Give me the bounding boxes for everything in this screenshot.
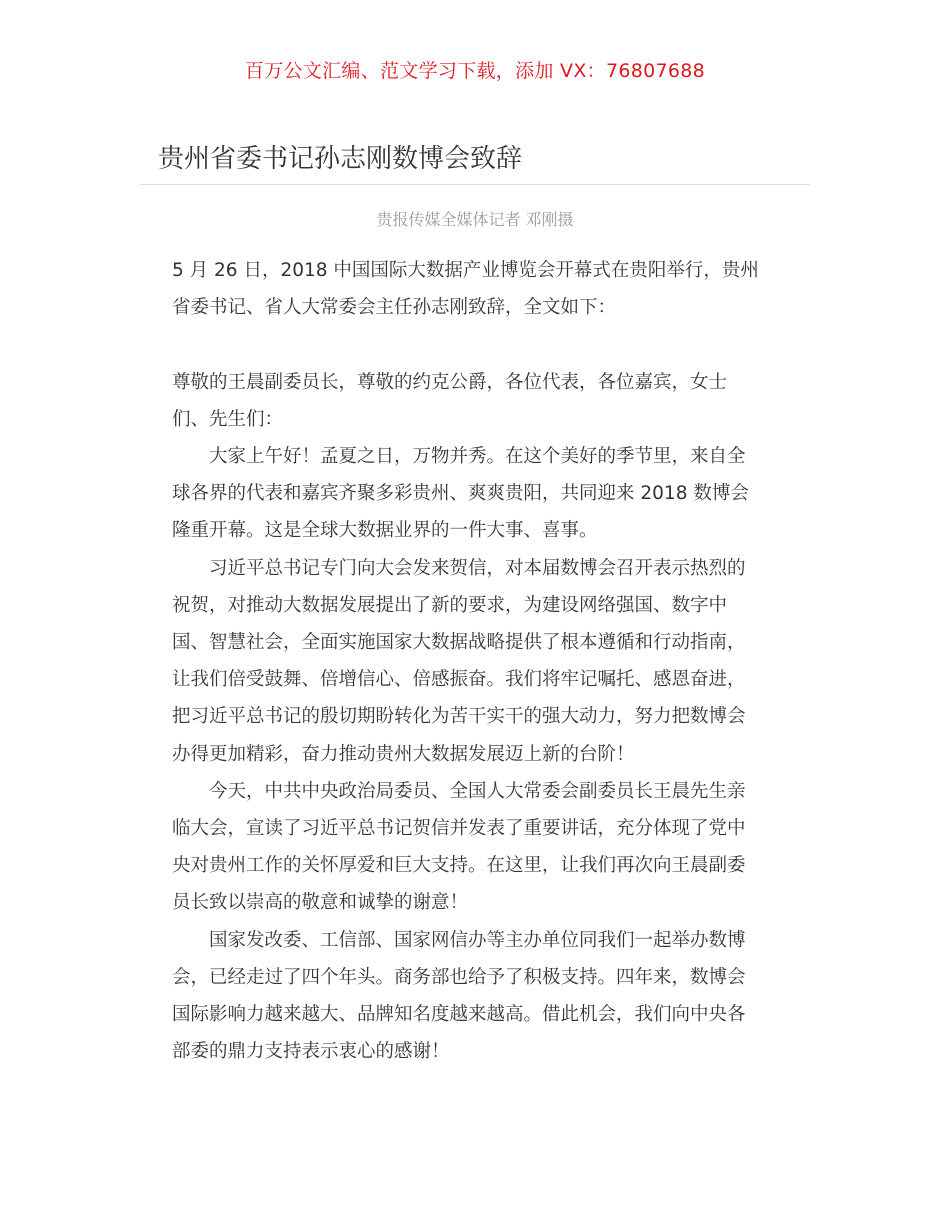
body-paragraph — [172, 922, 792, 1071]
text-line: 们、先生们： — [172, 408, 284, 430]
text-line: 今天，中共中央政治局委员、全国人大常委会副委员长王晨先生亲 — [209, 780, 746, 802]
text-line: 习近平总书记专门向大会发来贺信，对本届数博会召开表示热烈的 — [209, 557, 746, 579]
text-line: 隆重开幕。这是全球大数据业界的一件大事、喜事。 — [172, 520, 598, 542]
title-divider — [140, 184, 810, 185]
text-line: 部委的鼎力支持表示衷心的感谢！ — [172, 1041, 450, 1063]
text-line: 国际影响力越来越大、品牌知名度越来越高。借此机会，我们向中央各 — [172, 1004, 746, 1026]
article-title: 贵州省委书记孙志刚数博会致辞 — [158, 144, 523, 174]
text-line: 大家上午好！孟夏之日，万物并秀。在这个美好的季节里，来自全 — [209, 446, 746, 467]
text-line: 让我们倍受鼓舞、倍增信心、倍感振奋。我们将牢记嘱托、感恩奋进， — [172, 669, 746, 691]
text-line: 国家发改委、工信部、国家网信办等主办单位同我们一起举办数博 — [209, 929, 746, 951]
text-line: 临大会，宣读了习近平总书记贺信并发表了重要讲话，充分体现了党中 — [172, 818, 746, 840]
body-paragraph — [172, 438, 792, 550]
text-line: 球各界的代表和嘉宾齐聚多彩贵州、爽爽贵阳，共同迎来 2018 数博会 — [172, 483, 749, 505]
blank-line — [172, 326, 792, 363]
body-paragraph — [172, 550, 792, 773]
text-line: 央对贵州工作的关怀厚爱和巨大支持。在这里，让我们再次向王晨副委 — [172, 855, 746, 877]
body-paragraph — [172, 773, 792, 922]
text-line: 省委书记、省人大常委会主任孙志刚致辞，全文如下： — [172, 297, 617, 319]
text-line: 员长致以崇高的敬意和诚挚的谢意！ — [172, 892, 469, 914]
download-banner: 百万公文汇编、范文学习下载，添加 VX：76807688 — [244, 60, 706, 82]
text-line: 把习近平总书记的殷切期盼转化为苦干实干的强大动力，努力把数博会 — [172, 706, 746, 728]
text-line: 国、智慧社会，全面实施国家大数据战略提供了根本遵循和行动指南， — [172, 632, 746, 654]
text-line: 祝贺，对推动大数据发展提出了新的要求，为建设网络强国、数字中 — [172, 594, 728, 616]
photo-credit: 贵报传媒全媒体记者 邓刚摄 — [376, 210, 574, 229]
intro-paragraph — [172, 252, 792, 326]
text-line: 办得更加精彩，奋力推动贵州大数据发展迈上新的台阶！ — [172, 743, 635, 765]
salutation-paragraph — [172, 364, 792, 438]
text-line: 尊敬的王晨副委员长，尊敬的约克公爵，各位代表，各位嘉宾，女士 — [172, 371, 728, 393]
text-line: 5 月 26 日，2018 中国国际大数据产业博览会开幕式在贵阳举行，贵州 — [172, 260, 759, 281]
text-line: 会，已经走过了四个年头。商务部也给予了积极支持。四年来，数博会 — [172, 966, 746, 988]
article-body — [172, 252, 792, 1070]
